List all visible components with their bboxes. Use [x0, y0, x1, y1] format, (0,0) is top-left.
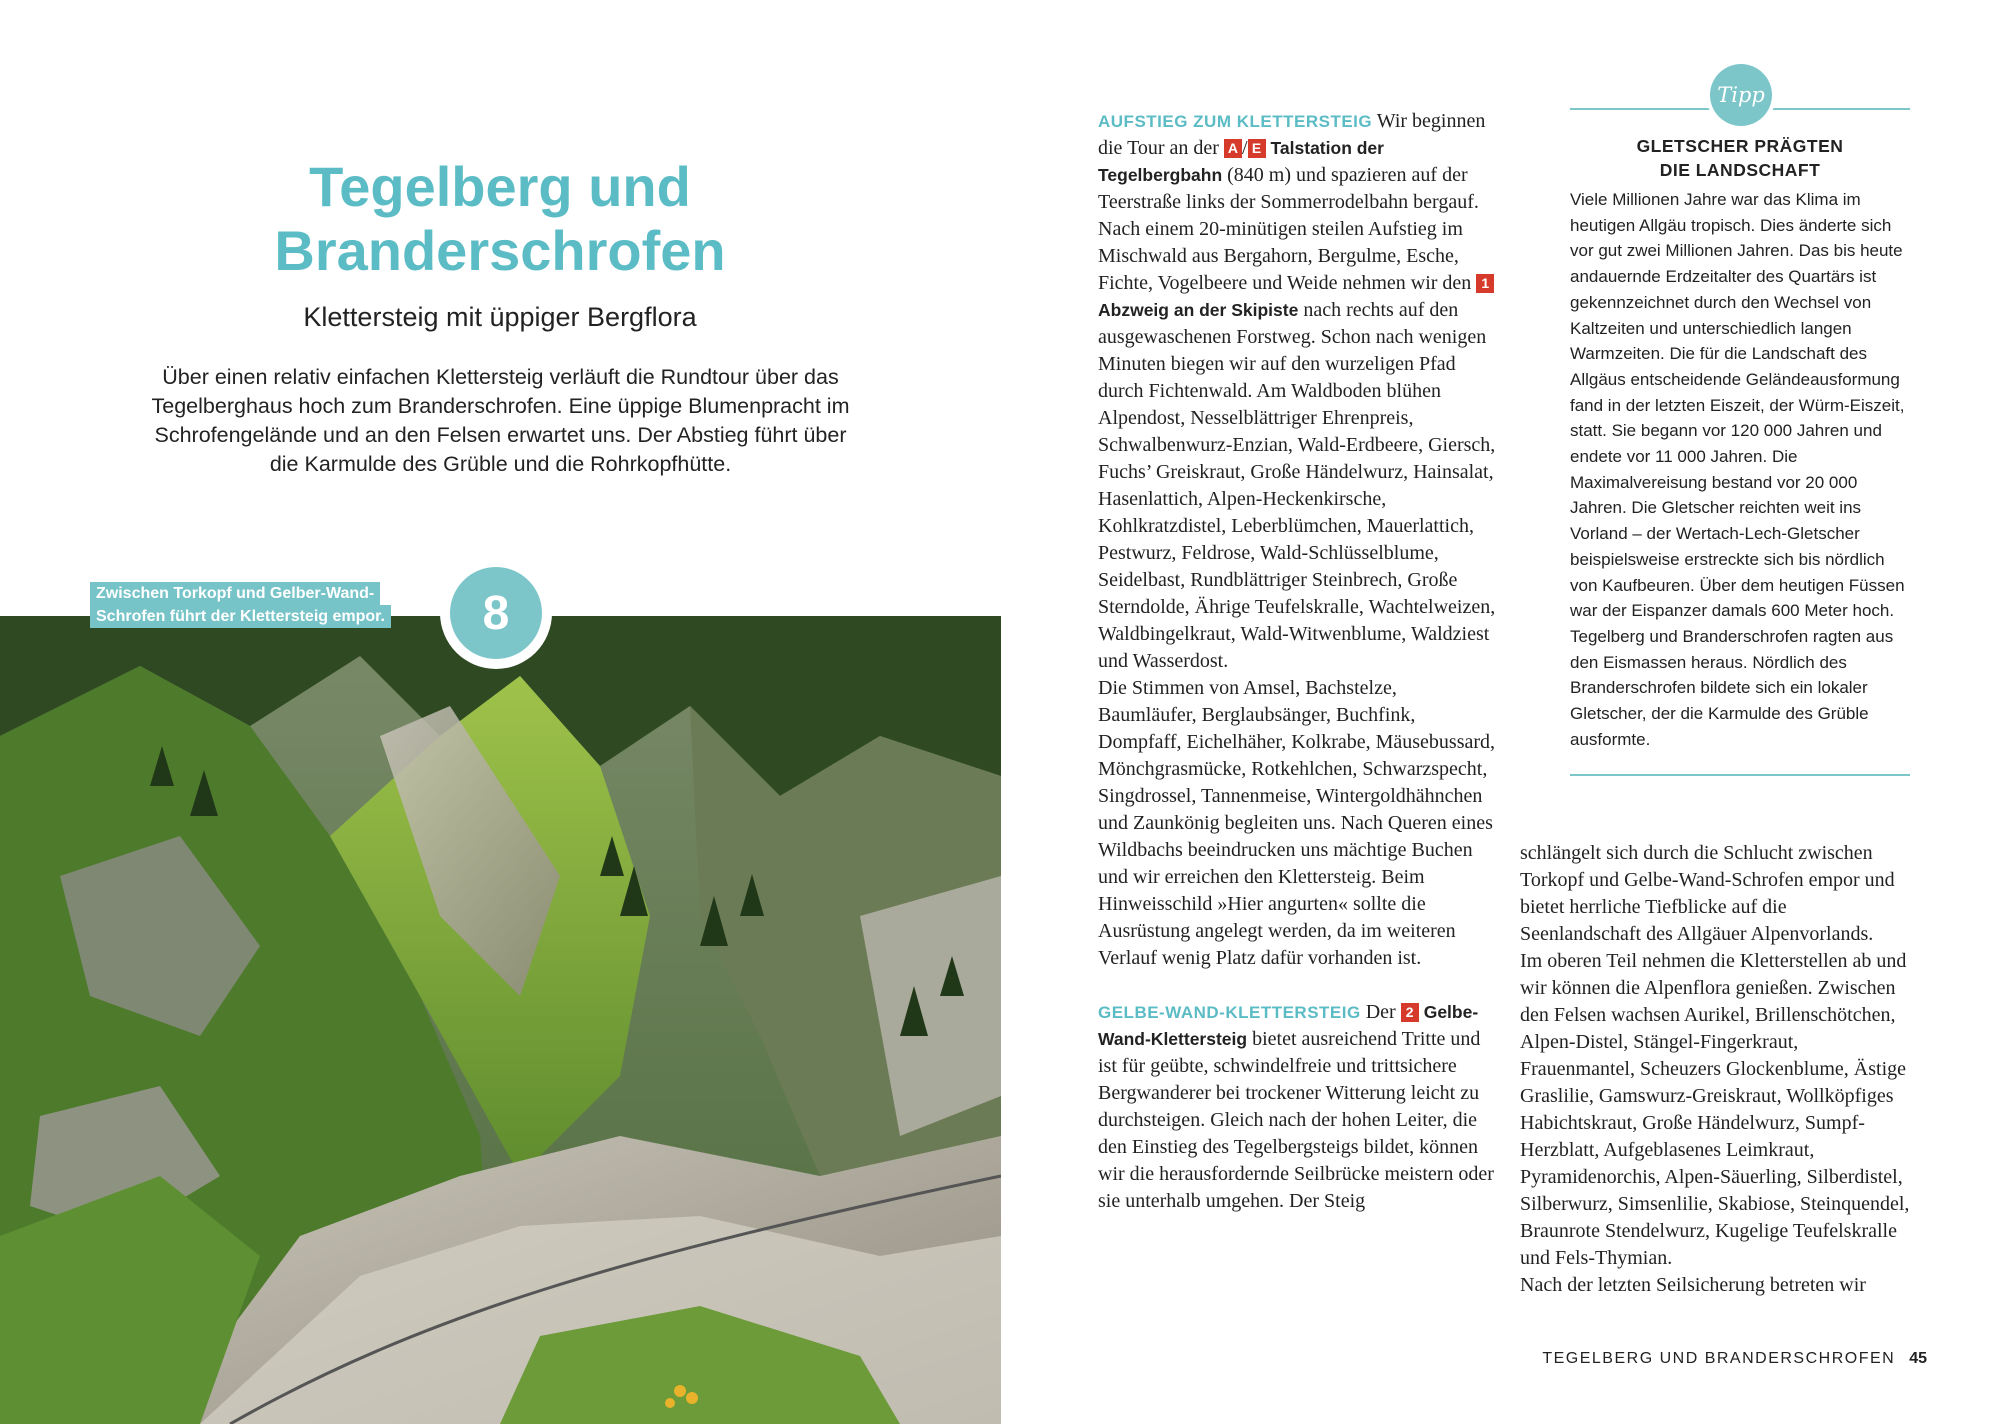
tour-number-badge — [440, 557, 552, 669]
tour-number: 8 — [450, 567, 542, 659]
section-heading-via-ferrata: GELBE-WAND-KLETTERSTEIG — [1098, 1003, 1361, 1022]
ferrata-text-b: bietet ausreichend Tritte und ist für geübte, schwindelfreie und trittsichere Bergwanderer bei trockener Witterung leicht zu durchsteigen. Gleich nach der hohen Leiter, die den Einstieg des Tegelbergsteigs bildet, können wir die herausfordernde Seilbrücke meistern oder sie unterhalb umgehen. Der Steig — [1098, 1028, 1494, 1212]
place-valley-station: Talstation der Tegelbergbahn — [1098, 138, 1384, 185]
tip-body: Viele Millionen Jahre war das Klima im heutigen Allgäu tropisch. Dies änderte sich vor gut zwei Millionen Jahren. Das bis heute andauernde Erdzeitalter des Quartärs ist gekennzeichnet durch den Wechsel von Kaltzeiten und unterschiedlich langen Warmzeiten. Die für die Landschaft des Allgäus entscheidende Geländeausformung fand in der letzten Eiszeit, der Würm-Eiszeit, statt. Sie begann vor 120 000 Jahren und endete vor 11 000 Jahren. Die Maximalvereisung bestand vor 20 000 Jahren. Die Gletscher reichten weit ins Vorland – der Wertach-Lech-Gletscher beispielsweise erstreckte sich bis nördlich von Kaufbeuren. Über dem heutigen Füssen war der Eispanzer damals 600 Meter hoch. Tegelberg und Branderschrofen ragten aus den Eismassen heraus. Nördlich des Branderschrofen bildete sich ein lokaler Gletscher, der die Karmulde des Grüble ausformte. — [1570, 190, 1905, 749]
paragraph-spacer — [1098, 972, 1496, 999]
marker-slash: / — [1241, 137, 1248, 159]
marker-a: A — [1224, 139, 1242, 158]
tip-title-line-2: DIE LANDSCHAFT — [1659, 160, 1821, 180]
place-gelbe-wand: Gelbe-Wand-Klettersteig — [1098, 1002, 1479, 1049]
running-title: TEGELBERG UND BRANDERSCHROFEN — [1542, 1350, 1896, 1367]
birds-paragraph: Die Stimmen von Amsel, Bachstelze, Baumläufer, Berglaubsänger, Buchfink, Dompfaff, Eichelhäher, Kolkrabe, Mäusebussard, Mönchgrasmücke, Rotkehlchen, Schwarzspecht, Singdrossel, Tannenmeise, Wintergoldhähnchen und Zaunkönig begleiten uns. Nach Queren eines Wildbachs beeindrucken uns mächtige Buchen und wir erreichen den Klettersteig. Beim Hinweisschild »Hier angurten« sollte die Ausrüstung angelegt werden, da im weiteren Verlauf wenig Platz dafür vorhanden ist. — [1098, 677, 1496, 969]
page-footer — [1542, 1350, 1927, 1368]
ascent-text-c: nach rechts auf den ausgewaschenen Forstweg. Schon nach wenigen Minuten biegen wir auf den wurzeligen Pfad durch Fichtenwald. Am Waldboden blühen Alpendost, Nesselblättriger Ehrenpreis, Schwalbenwurz-Enzian, Wald-Erdbeere, Giersch, Fuchs’ Greiskraut, Große Händelwurz, Hainsalat, Hasenlattich, Alpen-Heckenkirsche, Kohlkratzdistel, Leberblümchen, Mauerlattich, Pestwurz, Feldrose, Wald-Schlüsselblume, Seidelbast, Rundblättriger Steinbrech, Große Sterndolde, Ährige Teufelskralle, Wachtelweizen, Waldbingelkraut, Wald-Witwenblume, Waldziest und Wasserdost. — [1098, 299, 1496, 672]
tip-badge — [1706, 60, 1776, 130]
gorge-paragraph: schlängelt sich durch die Schlucht zwischen Torkopf und Gelbe-Wand-Schrofen empor und bietet herrliche Tiefblicke auf die Seenlandschaft des Allgäuer Alpenvorlands. — [1520, 842, 1895, 945]
section-ascent — [1098, 108, 1496, 675]
place-ski-slope-junction: Abzweig an der Skipiste — [1098, 300, 1299, 320]
flora-paragraph: Im oberen Teil nehmen die Kletterstellen ab und wir können die Alpenflora genießen. Zwischen den Felsen wachsen Aurikel, Brillenschötchen, Alpen-Distel, Stängel-Fingerkraut, Frauenmantel, Scheuzers Glockenblume, Ästige Graslilie, Gamswurz-Greiskraut, Wollköpfiges Habichtskraut, Große Händelwurz, Sumpf-Herzblatt, Aufgeblasenes Leimkraut, Pyramidenorchis, Alpen-Säuerling, Silberdistel, Silberwurz, Simsenlilie, Skabiose, Steinquendel, Braunrote Stendelwurz, Kugelige Teufelskralle und Fels-Thymian. — [1520, 950, 1910, 1269]
ferrata-text-a: Der — [1365, 1001, 1396, 1023]
ascent-text-a: Wir beginnen die Tour an der — [1098, 110, 1486, 159]
marker-e: E — [1248, 139, 1266, 158]
photo-caption — [90, 582, 391, 628]
title-line-1: Tegelberg und — [309, 155, 691, 218]
page-number: 45 — [1909, 1350, 1927, 1367]
mountain-photo — [0, 616, 1001, 1424]
marker-1: 1 — [1476, 274, 1494, 293]
mountain-photo-illustration — [0, 616, 1001, 1424]
text-column-1 — [1098, 108, 1496, 1215]
ascent-text-b: (840 m) und spazieren auf der Teerstraße links der Sommerrodelbahn bergauf. Nach einem 20-minütigen steilen Aufstieg im Mischwald aus Bergahorn, Bergulme, Esche, Fichte, Vogelbeere und Weide nehmen wir den — [1098, 164, 1479, 294]
tip-title — [1570, 134, 1910, 182]
page-title — [200, 155, 800, 283]
section-heading-ascent: AUFSTIEG ZUM KLETTERSTEIG — [1098, 112, 1373, 131]
marker-2: 2 — [1401, 1003, 1419, 1022]
caption-line-1: Zwischen Torkopf und Gelber-Wand- — [90, 582, 380, 605]
continuation-paragraph: Nach der letzten Seilsicherung betreten wir — [1520, 1274, 1866, 1296]
section-via-ferrata — [1098, 999, 1496, 1215]
tip-label: Tipp — [1710, 64, 1772, 126]
text-column-2 — [1520, 840, 1910, 1299]
tip-bottom-rule — [1570, 774, 1910, 776]
intro-paragraph: Über einen relativ einfachen Klettersteig verläuft die Rundtour über das Tegelberghaus hoch zum Branderschrofen. Eine üppige Blumenpracht im Schrofengelände und an den Felsen erwartet uns. Der Abstieg führt über die Karmulde des Grüble und die Rohrkopfhütte. — [151, 365, 850, 476]
subtitle: Klettersteig mit üppiger Bergflora — [303, 302, 697, 332]
caption-line-2: Schrofen führt der Klettersteig empor. — [90, 605, 391, 628]
tip-title-line-1: GLETSCHER PRÄGTEN — [1636, 136, 1844, 156]
title-line-2: Branderschrofen — [274, 219, 726, 282]
